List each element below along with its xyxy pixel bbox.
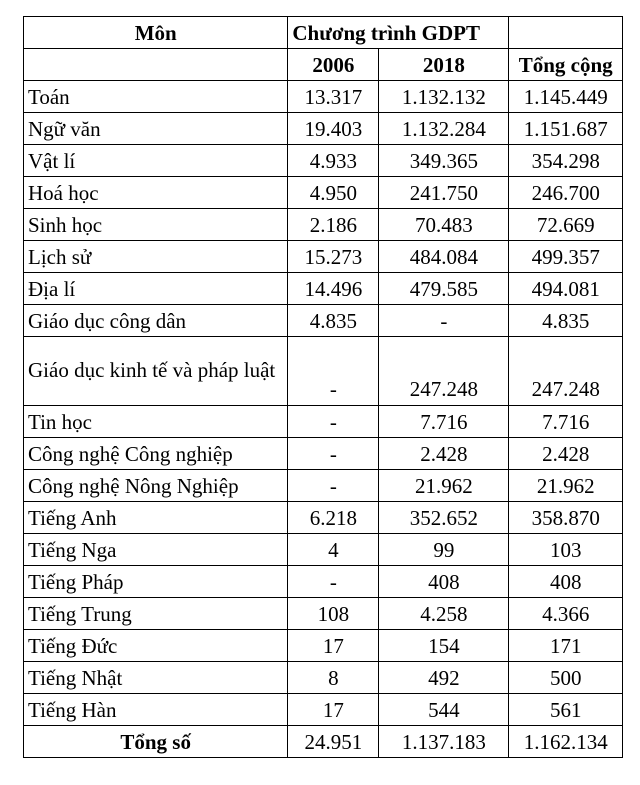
value-2006-cell: 8 [288,662,379,694]
subject-cell: Ngữ văn [24,113,288,145]
total-cell: 561 [509,694,623,726]
total-cell: 7.716 [509,406,623,438]
table-row [24,145,623,177]
value-2018-cell: 21.962 [379,470,509,502]
value-2006-cell: 4.950 [288,177,379,209]
total-cell: 2.428 [509,438,623,470]
subject-cell: Hoá học [24,177,288,209]
total-cell: 408 [509,566,623,598]
subject-cell: Sinh học [24,209,288,241]
value-2018-cell: - [379,305,509,337]
table-row [24,534,623,566]
value-2018-cell: 479.585 [379,273,509,305]
total-cell: 171 [509,630,623,662]
table-row [24,630,623,662]
subject-cell: Tiếng Trung [24,598,288,630]
value-2018-cell: 349.365 [379,145,509,177]
subject-cell: Tiếng Pháp [24,566,288,598]
total-cell: 1.151.687 [509,113,623,145]
value-2018-cell: 1.132.284 [379,113,509,145]
value-2006-cell: - [288,438,379,470]
table-row [24,470,623,502]
value-2006-cell: 19.403 [288,113,379,145]
table-row [24,662,623,694]
value-2018-cell: 2.428 [379,438,509,470]
table-row [24,694,623,726]
table-row [24,438,623,470]
total-label: Tổng số [24,726,288,758]
subject-cell: Toán [24,81,288,113]
table-row [24,113,623,145]
subject-cell: Tiếng Nhật [24,662,288,694]
table-row [24,241,623,273]
subject-cell: Lịch sử [24,241,288,273]
subject-cell: Tiếng Anh [24,502,288,534]
value-2018-cell: 4.258 [379,598,509,630]
value-2006-cell: 108 [288,598,379,630]
table-row [24,273,623,305]
total-cell: 1.145.449 [509,81,623,113]
total-cell: 499.357 [509,241,623,273]
value-2018-cell: 1.132.132 [379,81,509,113]
value-2018-cell: 247.248 [379,337,509,406]
subject-cell: Công nghệ Công nghiệp [24,438,288,470]
total-cell: 494.081 [509,273,623,305]
value-2018-cell: 241.750 [379,177,509,209]
value-2006-cell: - [288,406,379,438]
subject-cell: Vật lí [24,145,288,177]
value-2018-cell: 352.652 [379,502,509,534]
table-body [24,17,623,758]
subject-cell: Giáo dục kinh tế và pháp luật [24,337,288,406]
table-row [24,566,623,598]
empty-header-cell [24,49,288,81]
value-2018-cell: 154 [379,630,509,662]
program-header: Chương trình GDPT [288,17,509,49]
value-2006-cell: 4 [288,534,379,566]
total-cell: 358.870 [509,502,623,534]
value-2006-cell: 2.186 [288,209,379,241]
total-cell: 246.700 [509,177,623,209]
total-cell: 103 [509,534,623,566]
enrollment-table [23,16,623,758]
subject-cell: Tiếng Đức [24,630,288,662]
subject-cell: Tiếng Nga [24,534,288,566]
empty-header-cell [509,17,623,49]
total-cell: 247.248 [509,337,623,406]
subject-header: Môn [24,17,288,49]
total-cell: 4.835 [509,305,623,337]
total-cell: 500 [509,662,623,694]
value-2006-cell: 17 [288,694,379,726]
subject-cell: Giáo dục công dân [24,305,288,337]
value-2018-cell: 70.483 [379,209,509,241]
value-2006-cell: 4.933 [288,145,379,177]
table-row [24,81,623,113]
table-row [24,337,623,406]
value-2006-cell: 4.835 [288,305,379,337]
value-2018-cell: 484.084 [379,241,509,273]
value-2006-cell: 13.317 [288,81,379,113]
table-row [24,502,623,534]
subject-cell: Tin học [24,406,288,438]
table-row [24,598,623,630]
value-2006-cell: - [288,566,379,598]
table-row [24,305,623,337]
total-row [24,726,623,758]
value-2006-cell: 17 [288,630,379,662]
col-total-header: Tổng cộng [509,49,623,81]
value-2018-cell: 7.716 [379,406,509,438]
grand-total-cell: 1.162.134 [509,726,623,758]
value-2006-cell: 6.218 [288,502,379,534]
value-2018-cell: 408 [379,566,509,598]
total-cell: 72.669 [509,209,623,241]
value-2018-cell: 99 [379,534,509,566]
col-2006-header: 2006 [288,49,379,81]
total-2018-cell: 1.137.183 [379,726,509,758]
total-2006-cell: 24.951 [288,726,379,758]
value-2006-cell: 14.496 [288,273,379,305]
total-cell: 21.962 [509,470,623,502]
header-row-1 [24,17,623,49]
subject-cell: Địa lí [24,273,288,305]
value-2006-cell: 15.273 [288,241,379,273]
subject-cell: Công nghệ Nông Nghiệp [24,470,288,502]
value-2018-cell: 492 [379,662,509,694]
total-cell: 354.298 [509,145,623,177]
value-2006-cell: - [288,337,379,406]
table-row [24,406,623,438]
subject-cell: Tiếng Hàn [24,694,288,726]
table-row [24,209,623,241]
value-2006-cell: - [288,470,379,502]
header-row-2 [24,49,623,81]
table-row [24,177,623,209]
total-cell: 4.366 [509,598,623,630]
col-2018-header: 2018 [379,49,509,81]
value-2018-cell: 544 [379,694,509,726]
